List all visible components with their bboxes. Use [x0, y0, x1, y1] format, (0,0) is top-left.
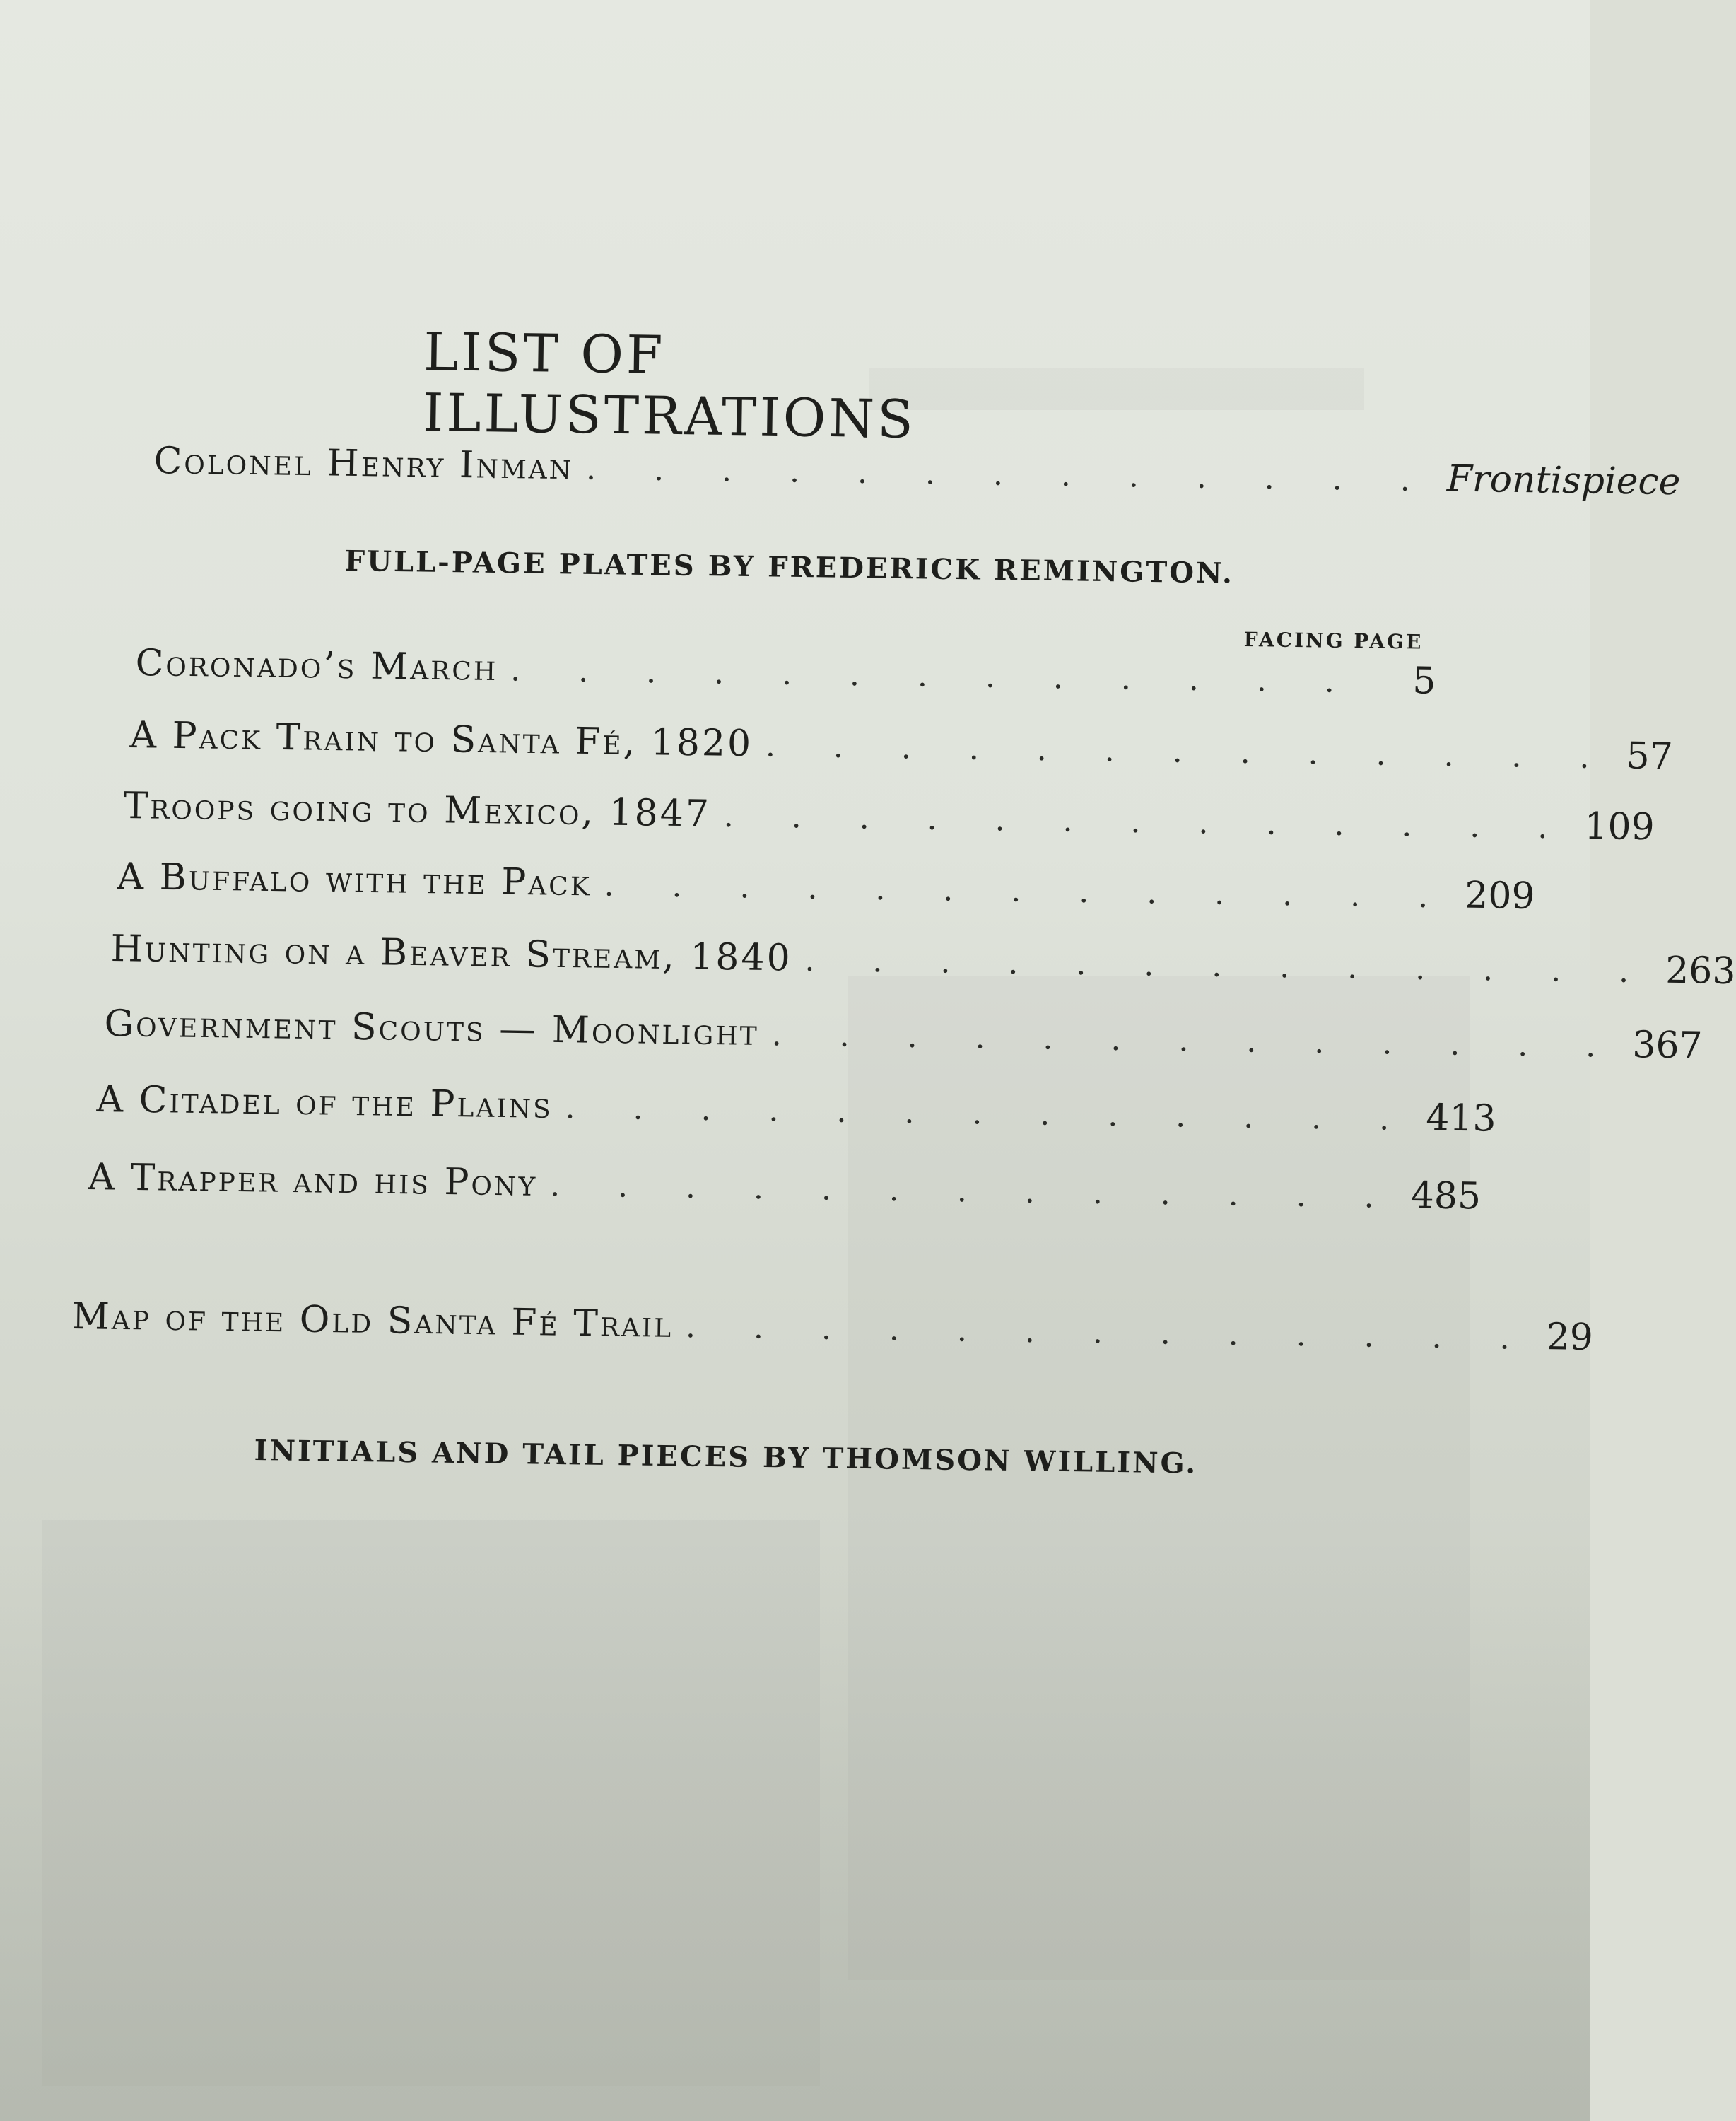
- leader-dots: . . . . . . . . . . . . .: [510, 652, 1359, 701]
- entry-page: 29: [1546, 1316, 1594, 1360]
- plate-entry: [129, 714, 1674, 778]
- entry-page: 209: [1464, 874, 1535, 918]
- plate-entry: [110, 928, 1736, 993]
- entry-label: Hunting on a Beaver Stream, 1840: [110, 928, 793, 980]
- entry-page: Frontispiece: [1446, 457, 1681, 504]
- leader-dots: . . . . . . . . . . . . .: [771, 1017, 1620, 1065]
- plate-entry: [117, 855, 1535, 918]
- leader-dots: . . . . . . . . . . . . .: [765, 728, 1614, 776]
- page-title: LIST OF ILLUSTRATIONS: [422, 322, 917, 450]
- facing-page-header: FACING PAGE: [1243, 628, 1424, 654]
- entry-label: Map of the Old Santa Fé Trail: [71, 1295, 674, 1346]
- entry-label: Troops going to Mexico, 1847: [123, 785, 712, 836]
- entry-label: A Citadel of the Plains: [96, 1078, 553, 1128]
- entry-page: 263: [1665, 949, 1736, 993]
- entry-page: 109: [1584, 805, 1655, 849]
- plate-entry: [123, 785, 1655, 849]
- entry-page: 413: [1425, 1097, 1496, 1140]
- entry-page: 5: [1412, 660, 1436, 703]
- plate-entry: [135, 642, 1436, 703]
- leader-dots: . . . . . . . . . . . . .: [585, 450, 1435, 499]
- plates-heading: FULL-PAGE PLATES BY FREDERICK REMINGTON.: [344, 544, 1235, 590]
- leader-dots: . . . . . . . . . . . . .: [549, 1167, 1399, 1215]
- entry-label: A Trapper and his Pony: [88, 1156, 538, 1205]
- leader-dots: . . . . . . . . . . . . .: [685, 1309, 1535, 1357]
- entry-label: Coronado’s March: [135, 642, 498, 690]
- entry-label: A Buffalo with the Pack: [117, 855, 592, 905]
- initials-heading: INITIALS AND TAIL PIECES BY THOMSON WILLING.: [254, 1434, 1198, 1480]
- frontispiece-entry: [153, 440, 1681, 504]
- leader-dots: . . . . . . . . . . . . .: [804, 942, 1653, 991]
- entry-label: Government Scouts — Moonlight: [104, 1003, 760, 1054]
- page-shadow: [0, 1541, 1590, 2121]
- entry-page: 57: [1626, 735, 1674, 778]
- leader-dots: . . . . . . . . . . . . .: [604, 867, 1453, 916]
- entry-label: A Pack Train to Santa Fé, 1820: [129, 714, 753, 766]
- entry-label: Colonel Henry Inman: [153, 440, 574, 489]
- entry-page: 367: [1631, 1024, 1703, 1068]
- leader-dots: . . . . . . . . . . . . .: [723, 797, 1572, 846]
- entry-page: 485: [1410, 1174, 1482, 1218]
- leader-dots: . . . . . . . . . . . . .: [565, 1089, 1414, 1138]
